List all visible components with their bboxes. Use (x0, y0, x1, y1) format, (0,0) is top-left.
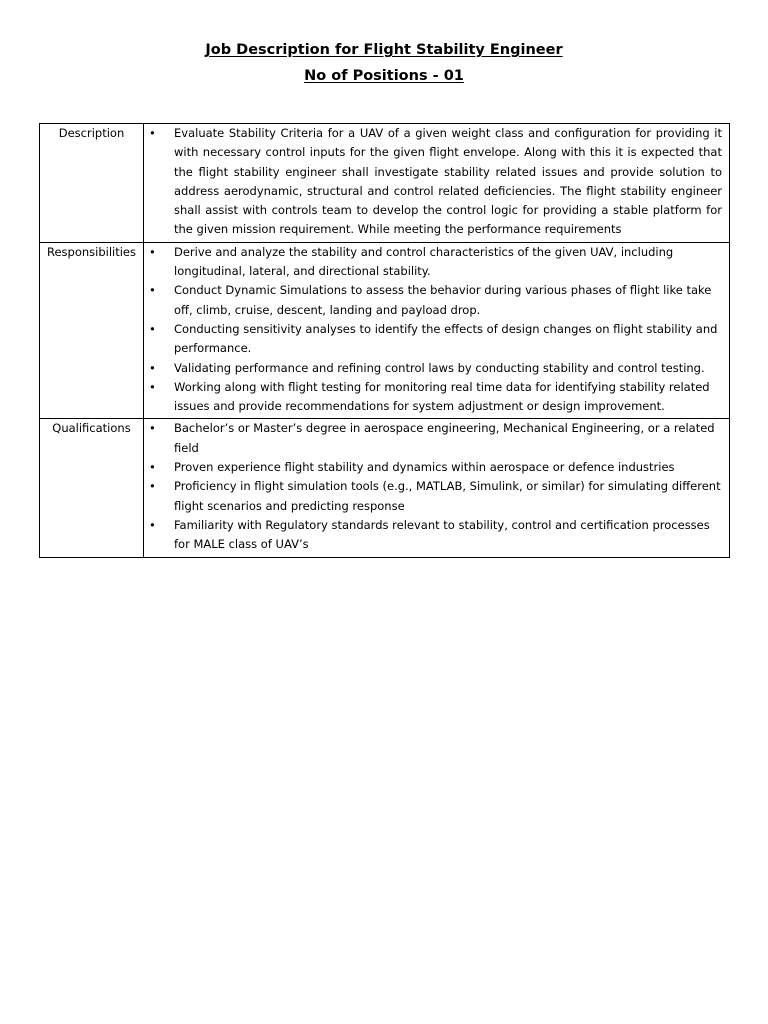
list-item: • Bachelor’s or Master’s degree in aerospace engineering, Mechanical Engineering, or a related field (144, 419, 722, 458)
bullet-list (144, 124, 729, 242)
row-content (144, 124, 730, 243)
list-item: • Evaluate Stability Criteria for a UAV of a given weight class and configuration for providing it with necessary control inputs for the given flight envelope. Along with this it is expected that the flight stability engineer shall investigate stability related issues and provide solution to address aerodynamic, structural and control related deficiencies. The flight stability engineer shall assist with controls team to develop the control logic for providing a stable platform for the given mission requirement. While meeting the performance requirements (144, 124, 722, 240)
list-item: • Derive and analyze the stability and control characteristics of the given UAV, including longitudinal, lateral, and directional stability. (144, 243, 722, 282)
document-title: Job Description for Flight Stability Engineer (205, 42, 563, 58)
table-row-description (40, 124, 730, 243)
positions-count: No of Positions - 01 (304, 68, 464, 84)
list-item: • Validating performance and refining control laws by conducting stability and control testing. (144, 359, 722, 378)
row-label: Description (40, 124, 144, 243)
list-item: • Conducting sensitivity analyses to identify the effects of design changes on flight stability and performance. (144, 320, 722, 359)
list-item: • Familiarity with Regulatory standards relevant to stability, control and certification processes for MALE class of UAV’s (144, 516, 722, 555)
row-content (144, 242, 730, 419)
job-description-table (39, 123, 730, 558)
table-row-responsibilities (40, 242, 730, 419)
list-item: • Conduct Dynamic Simulations to assess the behavior during various phases of flight like take off, climb, cruise, descent, landing and payload drop. (144, 281, 722, 320)
row-content (144, 419, 730, 557)
list-item: • Proficiency in flight simulation tools (e.g., MATLAB, Simulink, or similar) for simulating different flight scenarios and predicting response (144, 477, 722, 516)
row-label: Responsibilities (40, 242, 144, 419)
row-label: Qualifications (40, 419, 144, 557)
bullet-list (144, 419, 729, 556)
list-item: • Proven experience flight stability and dynamics within aerospace or defence industries (144, 458, 722, 477)
bullet-list (144, 243, 729, 419)
list-item: • Working along with flight testing for monitoring real time data for identifying stability related issues and provide recommendations for system adjustment or design improvement. (144, 378, 722, 417)
table-row-qualifications (40, 419, 730, 557)
